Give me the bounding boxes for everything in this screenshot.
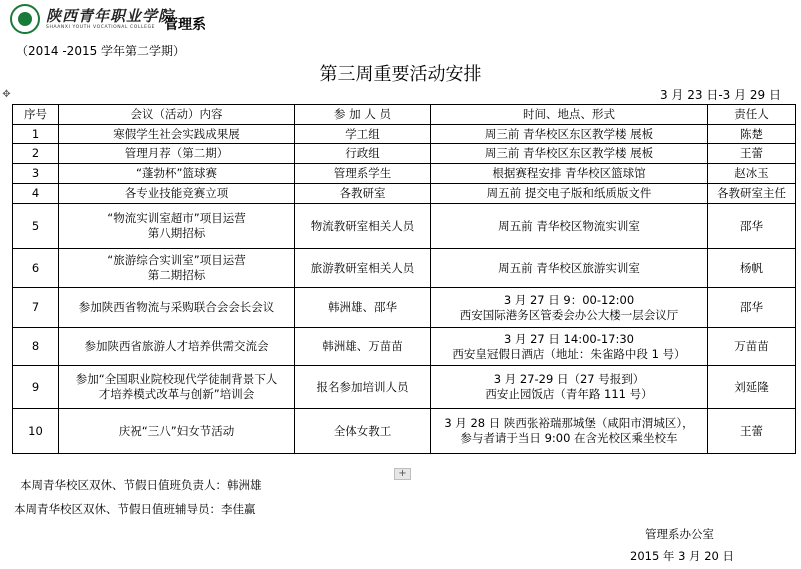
row-content [59,249,295,288]
row-no: 4 [13,184,59,204]
college-emblem-icon [10,4,40,34]
row-no: 5 [13,204,59,249]
row-content-line: 才培养模式改革与创新”培训会 [98,387,255,401]
row-participants: 管理系学生 [295,164,431,184]
row-no: 10 [13,409,59,454]
row-time-line: 3 月 27-29 日（27 号报到） [493,372,645,386]
row-owner: 杨帆 [708,249,796,288]
table-header-row [13,105,796,125]
row-participants: 行政组 [295,144,431,164]
row-time-line: 3 月 28 日 陕西张裕瑞那城堡（咸阳市渭城区）， [444,416,694,430]
issue-date: 2015 年 3 月 20 日 [630,549,734,563]
table-row [13,164,796,184]
row-content-line: “旅游综合实训室”项目运营 [107,253,246,267]
row-content [59,366,295,409]
row-no: 7 [13,288,59,328]
row-participants: 韩洲雄、万苗苗 [295,328,431,366]
row-time-place [431,288,708,328]
table-row [13,328,796,366]
row-participants: 韩洲雄、邵华 [295,288,431,328]
row-time-line: 西安国际港务区管委会办公大楼一层会议厅 [459,307,679,322]
row-owner: 王蕾 [708,144,796,164]
table-row [13,288,796,328]
row-owner: 赵冰玉 [708,164,796,184]
row-owner: 邵华 [708,204,796,249]
row-content-line: 参加“全国职业院校现代学徒制背景下人 [75,372,278,386]
row-content: 管理月荐（第二期） [59,144,295,164]
row-participants: 全体女教工 [295,409,431,454]
row-time-place [431,328,708,366]
row-content: 寒假学生社会实践成果展 [59,125,295,144]
header-owner: 责任人 [708,105,796,125]
row-time-line: 西安皇冠假日酒店（地址：朱雀路中段 1 号） [452,346,686,361]
header-no: 序号 [13,105,59,125]
row-participants: 旅游教研室相关人员 [295,249,431,288]
row-no: 2 [13,144,59,164]
header-content: 会议（活动）内容 [59,105,295,125]
row-no: 9 [13,366,59,409]
table-row [13,366,796,409]
row-time-place: 周三前 青华校区东区教学楼 展板 [431,144,708,164]
row-time-place: 周五前 提交电子版和纸质版文件 [431,184,708,204]
date-range: 3 月 23 日-3 月 29 日 [659,88,781,102]
row-time-line: 3 月 27 日 9：00-12:00 [503,292,635,307]
row-content: 参加陕西省物流与采购联合会会长会议 [59,288,295,328]
row-time-place: 周三前 青华校区东区教学楼 展板 [431,125,708,144]
row-content-line: “物流实训室超市”项目运营 [107,211,246,225]
row-participants: 报名参加培训人员 [295,366,431,409]
row-time-place [431,366,708,409]
row-owner: 万苗苗 [708,328,796,366]
semester-label: （2014 -2015 学年第二学期） [16,44,186,58]
table-row [13,409,796,454]
row-time-place: 根据赛程安排 青华校区篮球馆 [431,164,708,184]
add-row-icon[interactable]: + [394,468,411,480]
college-logo [10,4,175,38]
table-row [13,204,796,249]
row-content: 参加陕西省旅游人才培养供需交流会 [59,328,295,366]
logo-college-name: 陕西青年职业学院 [46,7,175,25]
row-participants: 物流教研室相关人员 [295,204,431,249]
row-owner: 王蕾 [708,409,796,454]
row-participants: 各教研室 [295,184,431,204]
row-time-place: 周五前 青华校区旅游实训室 [431,249,708,288]
row-owner: 陈楚 [708,125,796,144]
table-move-handle-icon[interactable]: ✥ [2,89,11,100]
row-no: 1 [13,125,59,144]
row-content: 庆祝“三八”妇女节活动 [59,409,295,454]
row-owner: 邵华 [708,288,796,328]
page-title: 第三周重要活动安排 [319,64,482,85]
duty-counselor-note: 本周青华校区双休、节假日值班辅导员：李佳赢 [14,502,256,516]
row-time-line: 西安止园饭店（青年路 111 号） [485,387,653,401]
row-no: 8 [13,328,59,366]
header-time-place: 时间、地点、形式 [431,105,708,125]
row-no: 3 [13,164,59,184]
row-no: 6 [13,249,59,288]
row-owner: 各教研室主任 [708,184,796,204]
row-content: “蓬勃杯”篮球赛 [59,164,295,184]
department-name: 管理系 [164,17,206,33]
row-time-line: 3 月 27 日 14:00-17:30 [503,331,634,346]
logo-college-name-en: SHAANXI YOUTH VOCATIONAL COLLEGE [46,25,156,30]
table-row [13,249,796,288]
duty-leader-note: 本周青华校区双休、节假日值班负责人：韩洲雄 [20,478,262,492]
activity-table [12,104,796,454]
row-participants: 学工组 [295,125,431,144]
header-participants: 参 加 人 员 [295,105,431,125]
row-time-place: 周五前 青华校区物流实训室 [431,204,708,249]
row-content-line: 第二期招标 [147,268,206,282]
row-content: 各专业技能竞赛立项 [59,184,295,204]
table-row [13,144,796,164]
row-time-line: 参与者请于当日 9:00 在含光校区乘坐校车 [460,431,678,445]
row-content [59,204,295,249]
row-owner: 刘延隆 [708,366,796,409]
table-row [13,184,796,204]
row-content-line: 第八期招标 [147,226,206,240]
row-time-place [431,409,708,454]
table-row [13,125,796,144]
issuing-office: 管理系办公室 [645,527,714,541]
